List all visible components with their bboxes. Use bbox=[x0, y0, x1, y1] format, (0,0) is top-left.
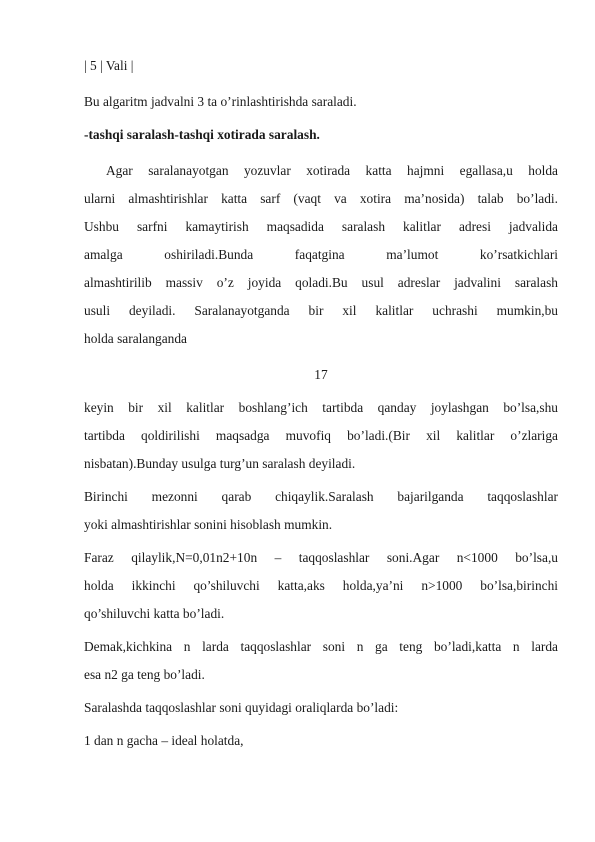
paragraph-line: Agar saralanayotgan yozuvlar xotirada katta hajmni egallasa,u holda bbox=[106, 163, 558, 178]
page-header: | 5 | Vali | bbox=[84, 58, 134, 73]
paragraph-line: keyin bir xil kalitlar boshlang’ich tartibda qanday joylashgan bo’lsa,shu bbox=[84, 400, 558, 415]
paragraph-line: Ushbu sarfni kamaytirish maqsadida saralash kalitlar adresi jadvalida bbox=[84, 219, 558, 234]
paragraph-line: 1 dan n gacha – ideal holatda, bbox=[84, 733, 244, 748]
paragraph-line: yoki almashtirishlar sonini hisoblash mumkin. bbox=[84, 517, 333, 532]
paragraph-line: holda ikkinchi qo’shiluvchi katta,aks holda,ya’ni n>1000 bo’lsa,birinchi bbox=[84, 578, 558, 593]
paragraph-line: Saralashda taqqoslashlar soni quyidagi oraliqlarda bo’ladi: bbox=[84, 700, 399, 715]
section-heading: -tashqi saralash-tashqi xotirada saralash. bbox=[84, 127, 320, 142]
text-line: Bu algaritm jadvalni 3 ta o’rinlashtirishda saraladi. bbox=[84, 94, 357, 109]
paragraph-line: Demak,kichkina n larda taqqoslashlar soni n ga teng bo’ladi,katta n larda bbox=[84, 639, 558, 654]
paragraph-line: esa n2 ga teng bo’ladi. bbox=[84, 667, 205, 682]
paragraph-line: Birinchi mezonni qarab chiqaylik.Saralash bajarilganda taqqoslashlar bbox=[84, 489, 558, 504]
paragraph-line: holda saralanganda bbox=[84, 331, 187, 346]
paragraph-line: tartibda qoldirilishi maqsadga muvofiq bo’ladi.(Bir xil kalitlar o’zlariga bbox=[84, 428, 558, 443]
paragraph-line: nisbatan).Bunday usulga turg’un saralash deyiladi. bbox=[84, 456, 356, 471]
paragraph-line: qo’shiluvchi katta bo’ladi. bbox=[84, 606, 225, 621]
paragraph-line: amalga oshiriladi.Bunda faqatgina ma’lumot ko’rsatkichlari bbox=[84, 247, 558, 262]
paragraph-line: almashtirilib massiv o’z joyida qoladi.Bu usul adreslar jadvalini saralash bbox=[84, 275, 558, 290]
paragraph-line: usuli deyiladi. Saralanayotganda bir xil kalitlar uchrashi mumkin,bu bbox=[84, 303, 558, 318]
page-number: 17 bbox=[314, 367, 328, 382]
paragraph-line: ularni almashtirishlar katta sarf (vaqt va xotira ma’nosida) talab bo’ladi. bbox=[84, 191, 558, 206]
paragraph-line: Faraz qilaylik,N=0,01n2+10n – taqqoslashlar soni.Agar n<1000 bo’lsa,u bbox=[84, 550, 558, 565]
